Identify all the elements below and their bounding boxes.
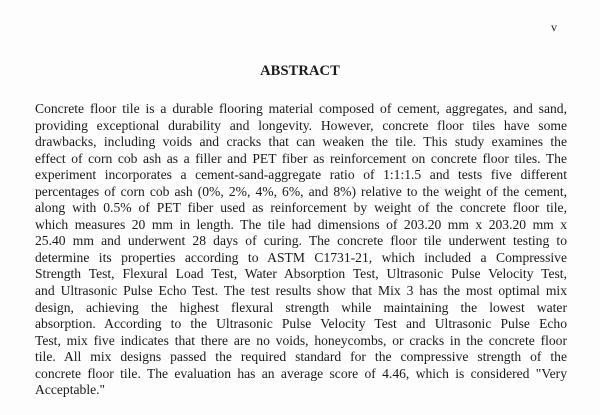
abstract-line: concrete floor tile. The evaluation has an average score of 4.46, which is considered "Very [35,365,567,381]
abstract-line: providing exceptional durability and longevity. However, concrete floor tiles have some [35,117,567,133]
abstract-line: Strength Test, Flexural Load Test, Water Absorption Test, Ultrasonic Pulse Velocity Test, [35,266,567,282]
abstract-line: determine its properties according to ASTM C1731-21, which included a Compressive [35,249,567,265]
abstract-line: Concrete floor tile is a durable flooring material composed of cement, aggregates, and sand, [35,101,567,116]
abstract-line: percentages of corn cob ash (0%, 2%, 4%, 6%, and 8%) relative to the weight of the cement, [35,183,567,199]
abstract-line: Test, mix five indicates that there are no voids, honeycombs, or cracks in the concrete floor [35,332,567,348]
abstract-line: design, achieving the highest flexural strength while maintaining the lowest water [35,299,567,315]
abstract-line: Acceptable." [35,382,106,398]
abstract-line: along with 0.5% of PET fiber used as reinforcement by weight of the concrete floor tile, [35,200,567,216]
abstract-line: 25.40 mm and underwent 28 days of curing. The concrete floor tile underwent testing to [35,233,567,249]
page-number: v [551,20,557,34]
abstract-line: tile. All mix designs passed the required standard for the compressive strength of the [35,349,567,365]
abstract-line: and Ultrasonic Pulse Echo Test. The test results show that Mix 3 has the most optimal mix [35,283,567,299]
abstract-line: drawbacks, including voids and cracks that can weaken the tile. This study examines the [35,134,567,150]
abstract-line: which measures 20 mm in length. The tile had dimensions of 203.20 mm x 203.20 mm x [35,216,567,232]
abstract-line: absorption. According to the Ultrasonic Pulse Velocity Test and Ultrasonic Pulse Echo [35,316,567,332]
abstract-line: effect of corn cob ash as a filler and PET fiber as reinforcement on concrete floor tiles. The [35,150,567,166]
abstract-body [35,101,567,399]
abstract-title: ABSTRACT [260,63,340,79]
abstract-line: experiment incorporates a cement-sand-aggregate ratio of 1:1:1.5 and tests five different [35,167,567,183]
